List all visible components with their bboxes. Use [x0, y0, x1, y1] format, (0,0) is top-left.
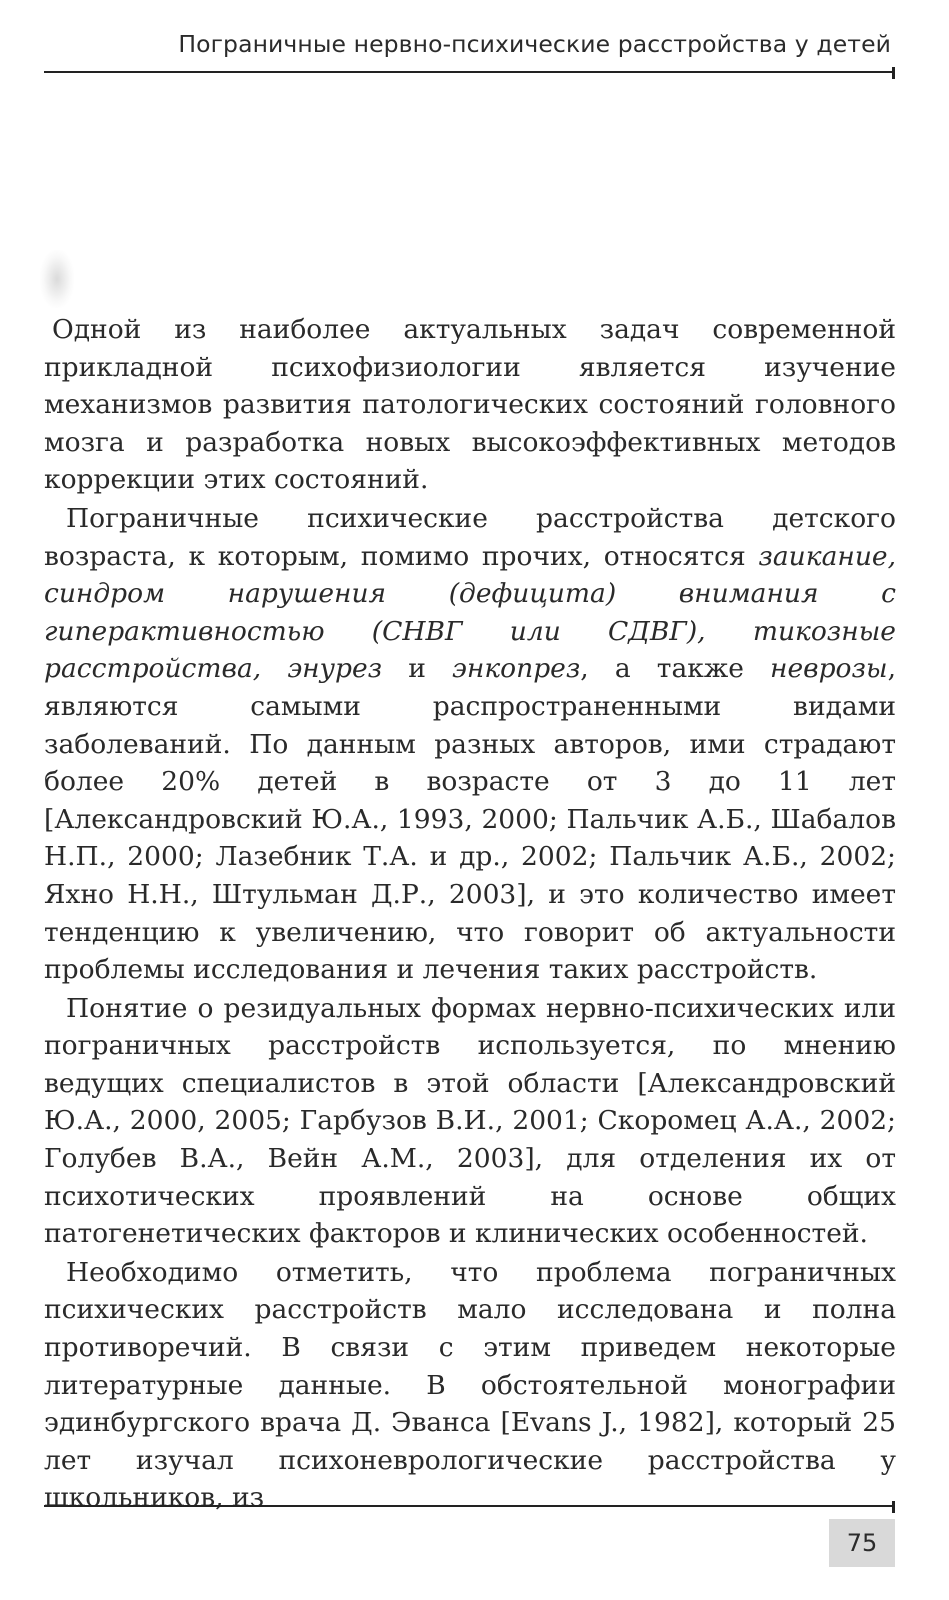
running-head: Пограничные нервно-психические расстройства у детей: [178, 30, 891, 58]
scan-smudge: [40, 250, 74, 308]
text-run: Пограничные психические расстройства детского возраста, к которым, помимо прочих, относятся: [44, 502, 896, 572]
body-text: [44, 311, 896, 1518]
page-number: 75: [829, 1519, 895, 1567]
text-run: , а также: [580, 653, 771, 685]
italic-term: заикание, синдром нарушения (дефицита) внимания с гиперактивностью (СНВГ или СДВГ), тикозные расстройства, энурез: [44, 540, 896, 685]
text-run: Одной из наиболее актуальных задач современной прикладной психофизиологии является изучение механизмов развития патологических состояний головного мозга и разработка новых высокоэффективных методов коррекции этих состояний.: [44, 314, 896, 496]
paragraph-3: [44, 990, 896, 1253]
paragraph-1: [44, 311, 896, 499]
italic-term: энкопрез: [452, 653, 581, 685]
text-run: и: [382, 653, 453, 685]
footer-rule-tick: [892, 1501, 895, 1513]
header-rule-tick: [892, 67, 895, 79]
text-run: Необходимо отметить, что проблема пограничных психических расстройств мало исследована и полна противоречий. В связи с этим приведем некоторые литературные данные. В обстоятельной монографии эдинбургского врача Д. Эванса [Evans J., 1982], который 25 лет изучал психоневрологические расстройства у школьников, из: [44, 1256, 896, 1514]
italic-term: неврозы: [770, 653, 888, 685]
text-run: , являются самыми распространенными видами заболеваний. По данным разных авторов, ими страдают более 20% детей в возрасте от 3 до 11 лет [Александровский Ю.А., 1993, 2000; Пальчик А.Б., Шабалов Н.П., 2000; Лазебник Т.А. и др., 2002; Пальчик А.Б., 2002; Яхно Н.Н., Штульман Д.Р., 2003], и это количество имеет тенденцию к увеличению, что говорит об актуальности проблемы исследования и лечения таких расстройств.: [44, 653, 896, 986]
footer-rule: [44, 1505, 894, 1507]
paragraph-4: [44, 1254, 896, 1517]
text-run: Понятие о резидуальных формах нервно-психических или пограничных расстройств используется, по мнению ведущих специалистов в этой области [Александровский Ю.А., 2000, 2005; Гарбузов В.И., 2001; Скоромец А.А., 2002; Голубев В.А., Вейн А.М., 2003], для отделения их от психотических проявлений на основе общих патогенетических факторов и клинических особенностей.: [44, 992, 896, 1250]
header-rule: [44, 71, 894, 73]
paragraph-2: [44, 500, 896, 989]
